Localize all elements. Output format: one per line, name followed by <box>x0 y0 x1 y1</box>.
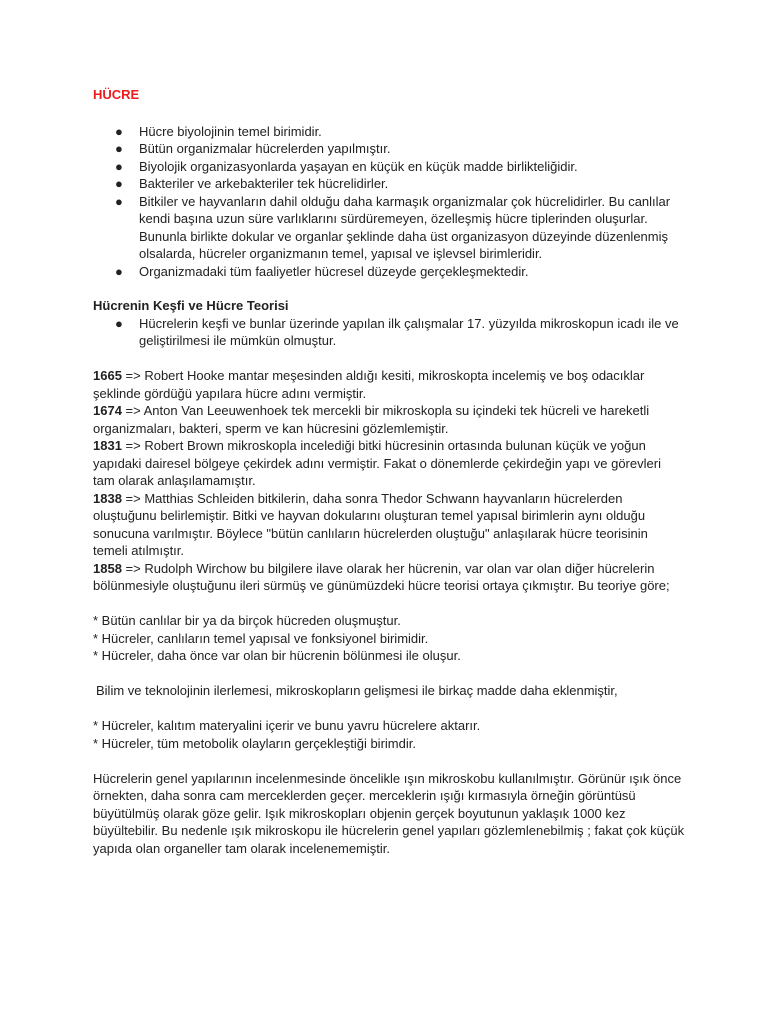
history-year: 1674 <box>93 403 122 418</box>
history-entry <box>93 402 685 437</box>
theory-item: * Bütün canlılar bir ya da birçok hücreden oluşmuştur. <box>93 613 401 628</box>
list-item: ● Biyolojik organizasyonlarda yaşayan en küçük en küçük madde birlikteliğidir. <box>115 158 578 174</box>
document-page <box>93 86 685 857</box>
history-entry <box>93 437 685 490</box>
history-text: => Anton Van Leeuwenhoek tek mercekli bir mikroskopla su içindeki tek hücreli ve hareketli organizmaları, bakteri, sperm ve kan hücresini gözlemlemiştir. <box>93 403 650 436</box>
list-item: ● Bitkiler ve hayvanların dahil olduğu daha karmaşık organizmalar çok hücrelidirler. Bu canlılar kendi başına uzun süre varlıklarını sürdüremeyen, özelleşmiş hücre tiplerinden oluşurlar. Bununla birlikte dokular ve organlar şeklinde daha üst organizasyon düzeyinde düzenlenmiş olsalarda, hücreler organizmanın temel, yapısal ve işlevsel birimleridir. <box>115 193 671 261</box>
theory-item: * Hücreler, canlıların temel yapısal ve fonksiyonel birimidir. <box>93 630 429 646</box>
page-title: HÜCRE <box>93 87 140 102</box>
theory-added-item: * Hücreler, kalıtım materyalini içerir ve bunu yavru hücrelere aktarır. <box>93 718 481 733</box>
bullet-icon: ● <box>115 315 123 331</box>
list-item: ● Hücre biyolojinin temel birimidir. <box>115 123 322 139</box>
section-heading: Hücrenin Keşfi ve Hücre Teorisi <box>93 298 289 313</box>
theory-added-item: * Hücreler, tüm metobolik olayların gerçekleştiği birimdir. <box>93 735 416 751</box>
history-text: => Rudolph Wirchow bu bilgilere ilave olarak her hücrenin, var olan var olan diğer hücrelerin bölünmesiyle oluştuğunu ileri sürmüş ve günümüzdeki hücre teorisi ortaya çıkmıştır. Bu teoriye göre; <box>93 560 670 593</box>
bullet-icon: ● <box>115 158 123 174</box>
history-year: 1665 <box>93 368 122 383</box>
list-item: ● Bütün organizmalar hücrelerden yapılmıştır. <box>115 141 391 156</box>
bullet-icon: ● <box>115 193 123 209</box>
bullet-icon: ● <box>115 176 123 191</box>
bullet-icon: ● <box>115 263 123 279</box>
list-item: ● Hücrelerin keşfi ve bunlar üzerinde yapılan ilk çalışmalar 17. yüzyılda mikroskopun icadı ile ve geliştirilmesi ile mümkün olmuştur. <box>115 315 679 348</box>
history-text: => Robert Brown mikroskopla incelediği bitki hücresinin ortasında bulunan küçük ve yoğun yapıdaki dairesel bölgeye çekirdek adını vermiştir. Fakat o dönemlerde çekirdeğin yapı ve görevleri tam olarak anlaşılamamıştır. <box>93 438 661 488</box>
list-item: ● Bakteriler ve arkebakteriler tek hücrelidirler. <box>115 176 389 191</box>
bullet-icon: ● <box>115 141 123 156</box>
intro-bullet-list <box>93 123 685 281</box>
history-text: => Matthias Schleiden bitkilerin, daha sonra Thedor Schwann hayvanların hücrelerden oluştuğunu belirlemiştir. Bitki ve hayvan dokularını oluşturan temel yapısal birimlerin aynı olduğu sonucuna varılmıştır. Böylece "bütün canlıların hücrelerden oluştuğu" anlaşılarak hücre teorisinin temeli atılmıştır. <box>93 490 648 558</box>
microscope-paragraph: Hücrelerin genel yapılarının incelenmesinde öncelikle ışın mikroskobu kullanılmıştır. Görünür ışık önce örnekten, daha sonra cam merceklerden geçer. merceklerin ışığı kırmasıyla örneğin görüntüsü büyütülmüş olarak göze gelir. Işık mikroskopları objenin gerçek boyutunun yaklaşık 1000 kez büyültebilir. Bu nedenle ışık mikroskopu ile hücrelerin genel yapıları gözlemlenebilmiş ; fakat çok küçük yapıda olan organeller tam olarak incelenememiştir. <box>93 770 685 856</box>
history-year: 1858 <box>93 560 122 576</box>
history-entry <box>93 490 685 560</box>
history-entry <box>93 560 685 595</box>
list-item: ● Organizmadaki tüm faaliyetler hücresel düzeyde gerçekleşmektedir. <box>115 263 529 279</box>
discovery-bullet-list <box>93 315 685 350</box>
history-year: 1831 <box>93 438 122 453</box>
theory-item: * Hücreler, daha önce var olan bir hücrenin bölünmesi ile oluşur. <box>93 648 461 663</box>
bullet-icon: ● <box>115 123 123 139</box>
history-entry <box>93 367 685 402</box>
tech-intro: Bilim ve teknolojinin ilerlemesi, mikroskopların gelişmesi ile birkaç madde daha eklenmiştir, <box>96 683 618 698</box>
history-year: 1838 <box>93 490 122 506</box>
history-text: => Robert Hooke mantar meşesinden aldığı kesiti, mikroskopta incelemiş ve boş odacıklar şeklinde gördüğü yapılara hücre adını vermiştir. <box>93 368 645 401</box>
